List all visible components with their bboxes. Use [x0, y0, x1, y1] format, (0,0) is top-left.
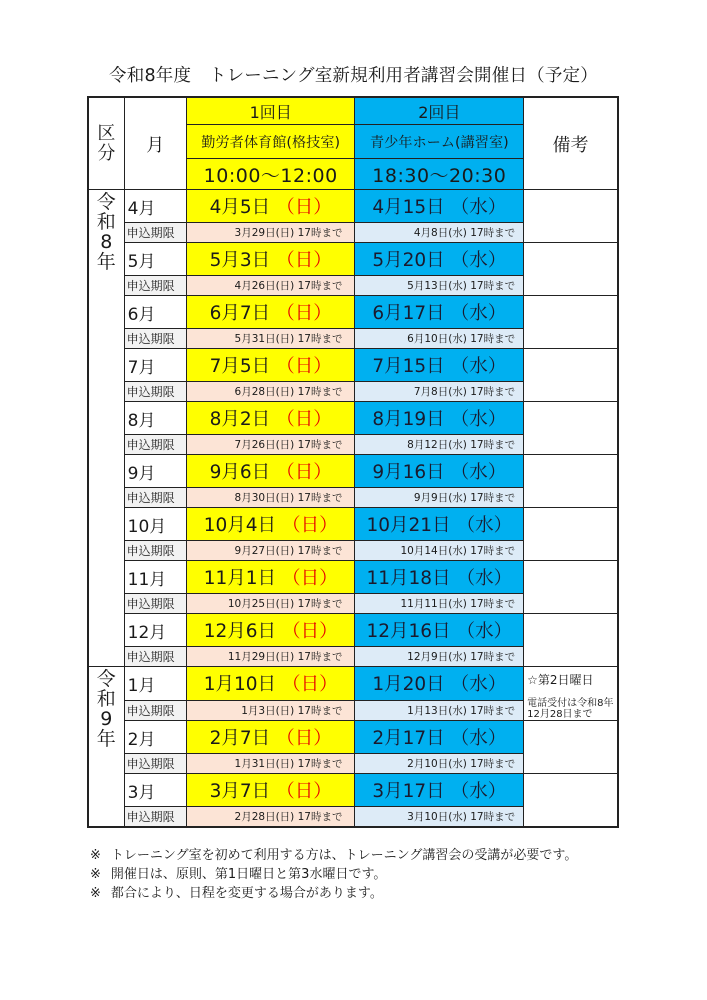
month-label: 5月: [124, 243, 186, 276]
round2-deadline: 10月14日(水) 17時まで: [355, 541, 524, 561]
round2-date-text: 8月19日: [372, 409, 445, 430]
deadline-label: 申込期限: [124, 754, 186, 774]
table-row: [88, 667, 618, 701]
round2-deadline: 2月10日(水) 17時まで: [355, 754, 524, 774]
table-row: [88, 190, 618, 223]
round1-deadline: 6月28日(日) 17時まで: [186, 382, 355, 402]
round2-weekday: （水）: [450, 462, 507, 483]
footnote: ※ 都合により、日程を変更する場合があります。: [90, 886, 383, 901]
round1-weekday: （日）: [276, 462, 332, 483]
round2-deadline: 1月13日(水) 17時まで: [355, 700, 524, 720]
round2-date: [355, 349, 524, 382]
round2-weekday: （水）: [450, 197, 507, 218]
deadline-label: 申込期限: [124, 382, 186, 402]
round1-deadline: 1月31日(日) 17時まで: [186, 754, 355, 774]
round1-deadline: 9月27日(日) 17時まで: [186, 541, 355, 561]
round2-deadline: 12月9日(水) 17時まで: [355, 647, 524, 667]
header-note: 備考: [524, 97, 618, 190]
round2-date: [355, 561, 524, 594]
round2-date: [355, 721, 524, 754]
round2-deadline: 5月13日(水) 17時まで: [355, 276, 524, 296]
round1-deadline: 4月26日(日) 17時まで: [186, 276, 355, 296]
note-cell: [524, 508, 618, 561]
deadline-label: 申込期限: [124, 223, 186, 243]
table-row: [88, 614, 618, 647]
round1-date: [186, 455, 355, 488]
month-label: 6月: [124, 296, 186, 329]
round2-weekday: （水）: [450, 728, 507, 749]
note-cell: [524, 614, 618, 667]
round2-weekday: （水）: [456, 515, 513, 536]
era-char: 年: [96, 251, 116, 273]
deadline-label: 申込期限: [124, 700, 186, 720]
round2-date-text: 10月21日: [366, 515, 451, 536]
round1-date: [186, 614, 355, 647]
round2-date: [355, 667, 524, 701]
round1-weekday: （日）: [276, 250, 332, 271]
month-label: 2月: [124, 721, 186, 754]
round1-weekday: （日）: [276, 409, 332, 430]
round1-date: [186, 296, 355, 329]
round2-weekday: （水）: [456, 568, 513, 589]
note-cell: [524, 667, 618, 721]
deadline-label: 申込期限: [124, 435, 186, 455]
round1-deadline: 1月3日(日) 17時まで: [186, 700, 355, 720]
table-row: [88, 561, 618, 594]
month-label: 10月: [124, 508, 186, 541]
footnote: ※ 開催日は、原則、第1日曜日と第3水曜日です。: [90, 867, 387, 882]
round2-weekday: （水）: [450, 356, 507, 377]
month-label: 11月: [124, 561, 186, 594]
note-cell: [524, 296, 618, 349]
round2-date-text: 7月15日: [372, 356, 445, 377]
header-round2-time: 18:30～20:30: [355, 159, 524, 190]
era-cell: [88, 190, 124, 667]
month-label: 7月: [124, 349, 186, 382]
header-month: 月: [124, 97, 186, 190]
round2-date-text: 9月16日: [372, 462, 445, 483]
round2-date: [355, 190, 524, 223]
round2-deadline: 6月10日(水) 17時まで: [355, 329, 524, 349]
round2-date-text: 11月18日: [366, 568, 451, 589]
note-cell: [524, 349, 618, 402]
era-char: 9: [100, 708, 113, 730]
round1-date-text: 11月1日: [203, 568, 277, 589]
header-round1-venue: 勤労者体育館(格技室): [186, 125, 355, 159]
era-char: 和: [96, 688, 116, 710]
footnotes: [90, 846, 577, 903]
era-char: 和: [96, 211, 116, 233]
round1-date-text: 1月10日: [203, 674, 277, 696]
deadline-label: 申込期限: [124, 276, 186, 296]
header-round2-venue: 青少年ホーム(講習室): [355, 125, 524, 159]
schedule-table: [87, 96, 619, 828]
round2-date-text: 6月17日: [372, 303, 445, 324]
header-round2-label: 2回目: [355, 97, 524, 125]
header-round1-time: 10:00～12:00: [186, 159, 355, 190]
round1-deadline: 7月26日(日) 17時まで: [186, 435, 355, 455]
round1-date: [186, 561, 355, 594]
round1-deadline: 5月31日(日) 17時まで: [186, 329, 355, 349]
round1-deadline: 3月29日(日) 17時まで: [186, 223, 355, 243]
round2-deadline: 11月11日(水) 17時まで: [355, 594, 524, 614]
round1-weekday: （日）: [282, 515, 338, 536]
round1-date-text: 7月5日: [209, 356, 271, 377]
deadline-label: 申込期限: [124, 541, 186, 561]
round1-date-text: 6月7日: [209, 303, 271, 324]
round1-date-text: 10月4日: [203, 515, 277, 536]
round1-date: [186, 774, 355, 807]
era-char: 令: [96, 191, 116, 213]
round2-weekday: （水）: [450, 674, 507, 696]
table-row: [88, 349, 618, 382]
round2-weekday: （水）: [456, 621, 513, 642]
footnote: ※ トレーニング室を初めて利用する方は、トレーニング講習会の受講が必要です。: [90, 848, 578, 863]
header-round1-label: 1回目: [186, 97, 355, 125]
round1-weekday: （日）: [276, 781, 332, 802]
round1-date: [186, 508, 355, 541]
round1-date: [186, 721, 355, 754]
page-title: 令和8年度 トレーニング室新規利用者講習会開催日（予定）: [109, 66, 598, 86]
table-row: [88, 721, 618, 754]
round2-date: [355, 774, 524, 807]
era-char: 8: [100, 231, 113, 253]
table-row: [88, 402, 618, 435]
round1-deadline: 11月29日(日) 17時まで: [186, 647, 355, 667]
table-row: [88, 508, 618, 541]
round1-date: [186, 667, 355, 701]
note-cell: [524, 243, 618, 296]
note-cell: [524, 774, 618, 828]
deadline-label: 申込期限: [124, 647, 186, 667]
round2-date: [355, 402, 524, 435]
round2-deadline: 4月8日(水) 17時まで: [355, 223, 524, 243]
round2-date-text: 4月15日: [372, 197, 445, 218]
deadline-label: 申込期限: [124, 807, 186, 828]
round1-weekday: （日）: [282, 674, 338, 696]
round2-date: [355, 614, 524, 647]
table-row: [88, 455, 618, 488]
round1-date-text: 12月6日: [203, 621, 277, 642]
round2-deadline: 3月10日(水) 17時まで: [355, 807, 524, 828]
month-label: 4月: [124, 190, 186, 223]
round2-deadline: 8月12日(水) 17時まで: [355, 435, 524, 455]
era-char: 年: [96, 728, 116, 750]
round1-date-text: 9月6日: [209, 462, 271, 483]
note-cell: [524, 561, 618, 614]
round2-date-text: 12月16日: [366, 621, 451, 642]
note-text: ☆第2日曜日: [527, 673, 594, 687]
table-row: [88, 243, 618, 276]
round1-date-text: 2月7日: [209, 728, 271, 749]
round2-weekday: （水）: [450, 409, 507, 430]
round1-date: [186, 349, 355, 382]
month-label: 8月: [124, 402, 186, 435]
round1-weekday: （日）: [276, 303, 332, 324]
deadline-label: 申込期限: [124, 488, 186, 508]
note-cell: [524, 721, 618, 774]
round1-date-text: 8月2日: [209, 409, 271, 430]
round1-date: [186, 243, 355, 276]
round2-date-text: 1月20日: [372, 674, 445, 696]
round1-weekday: （日）: [276, 197, 332, 218]
round1-weekday: （日）: [282, 621, 338, 642]
round1-date-text: 3月7日: [209, 781, 271, 802]
month-label: 1月: [124, 667, 186, 701]
round1-deadline: 10月25日(日) 17時まで: [186, 594, 355, 614]
round2-date-text: 5月20日: [372, 250, 445, 271]
header-kubun: 区 分: [88, 97, 124, 190]
note-subtext: 電話受付は令和8年12月28日まで: [527, 698, 614, 720]
note-cell: [524, 455, 618, 508]
round1-weekday: （日）: [282, 568, 338, 589]
deadline-label: 申込期限: [124, 594, 186, 614]
era-char: 令: [96, 668, 116, 690]
table-row: [88, 296, 618, 329]
round2-date-text: 3月17日: [372, 781, 445, 802]
round2-deadline: 9月9日(水) 17時まで: [355, 488, 524, 508]
round2-weekday: （水）: [450, 303, 507, 324]
round2-date: [355, 508, 524, 541]
round1-weekday: （日）: [276, 356, 332, 377]
round1-date-text: 4月5日: [209, 197, 271, 218]
deadline-label: 申込期限: [124, 329, 186, 349]
round2-date-text: 2月17日: [372, 728, 445, 749]
round2-date: [355, 296, 524, 329]
month-label: 3月: [124, 774, 186, 807]
round2-weekday: （水）: [450, 250, 507, 271]
round1-date: [186, 190, 355, 223]
note-cell: [524, 402, 618, 455]
round1-date: [186, 402, 355, 435]
month-label: 9月: [124, 455, 186, 488]
round2-date: [355, 455, 524, 488]
round2-deadline: 7月8日(水) 17時まで: [355, 382, 524, 402]
round1-deadline: 2月28日(日) 17時まで: [186, 807, 355, 828]
era-cell: [88, 667, 124, 828]
round1-date-text: 5月3日: [209, 250, 271, 271]
round2-date: [355, 243, 524, 276]
note-cell: [524, 190, 618, 243]
round1-deadline: 8月30日(日) 17時まで: [186, 488, 355, 508]
table-row: [88, 774, 618, 807]
round1-weekday: （日）: [276, 728, 332, 749]
month-label: 12月: [124, 614, 186, 647]
round2-weekday: （水）: [450, 781, 507, 802]
